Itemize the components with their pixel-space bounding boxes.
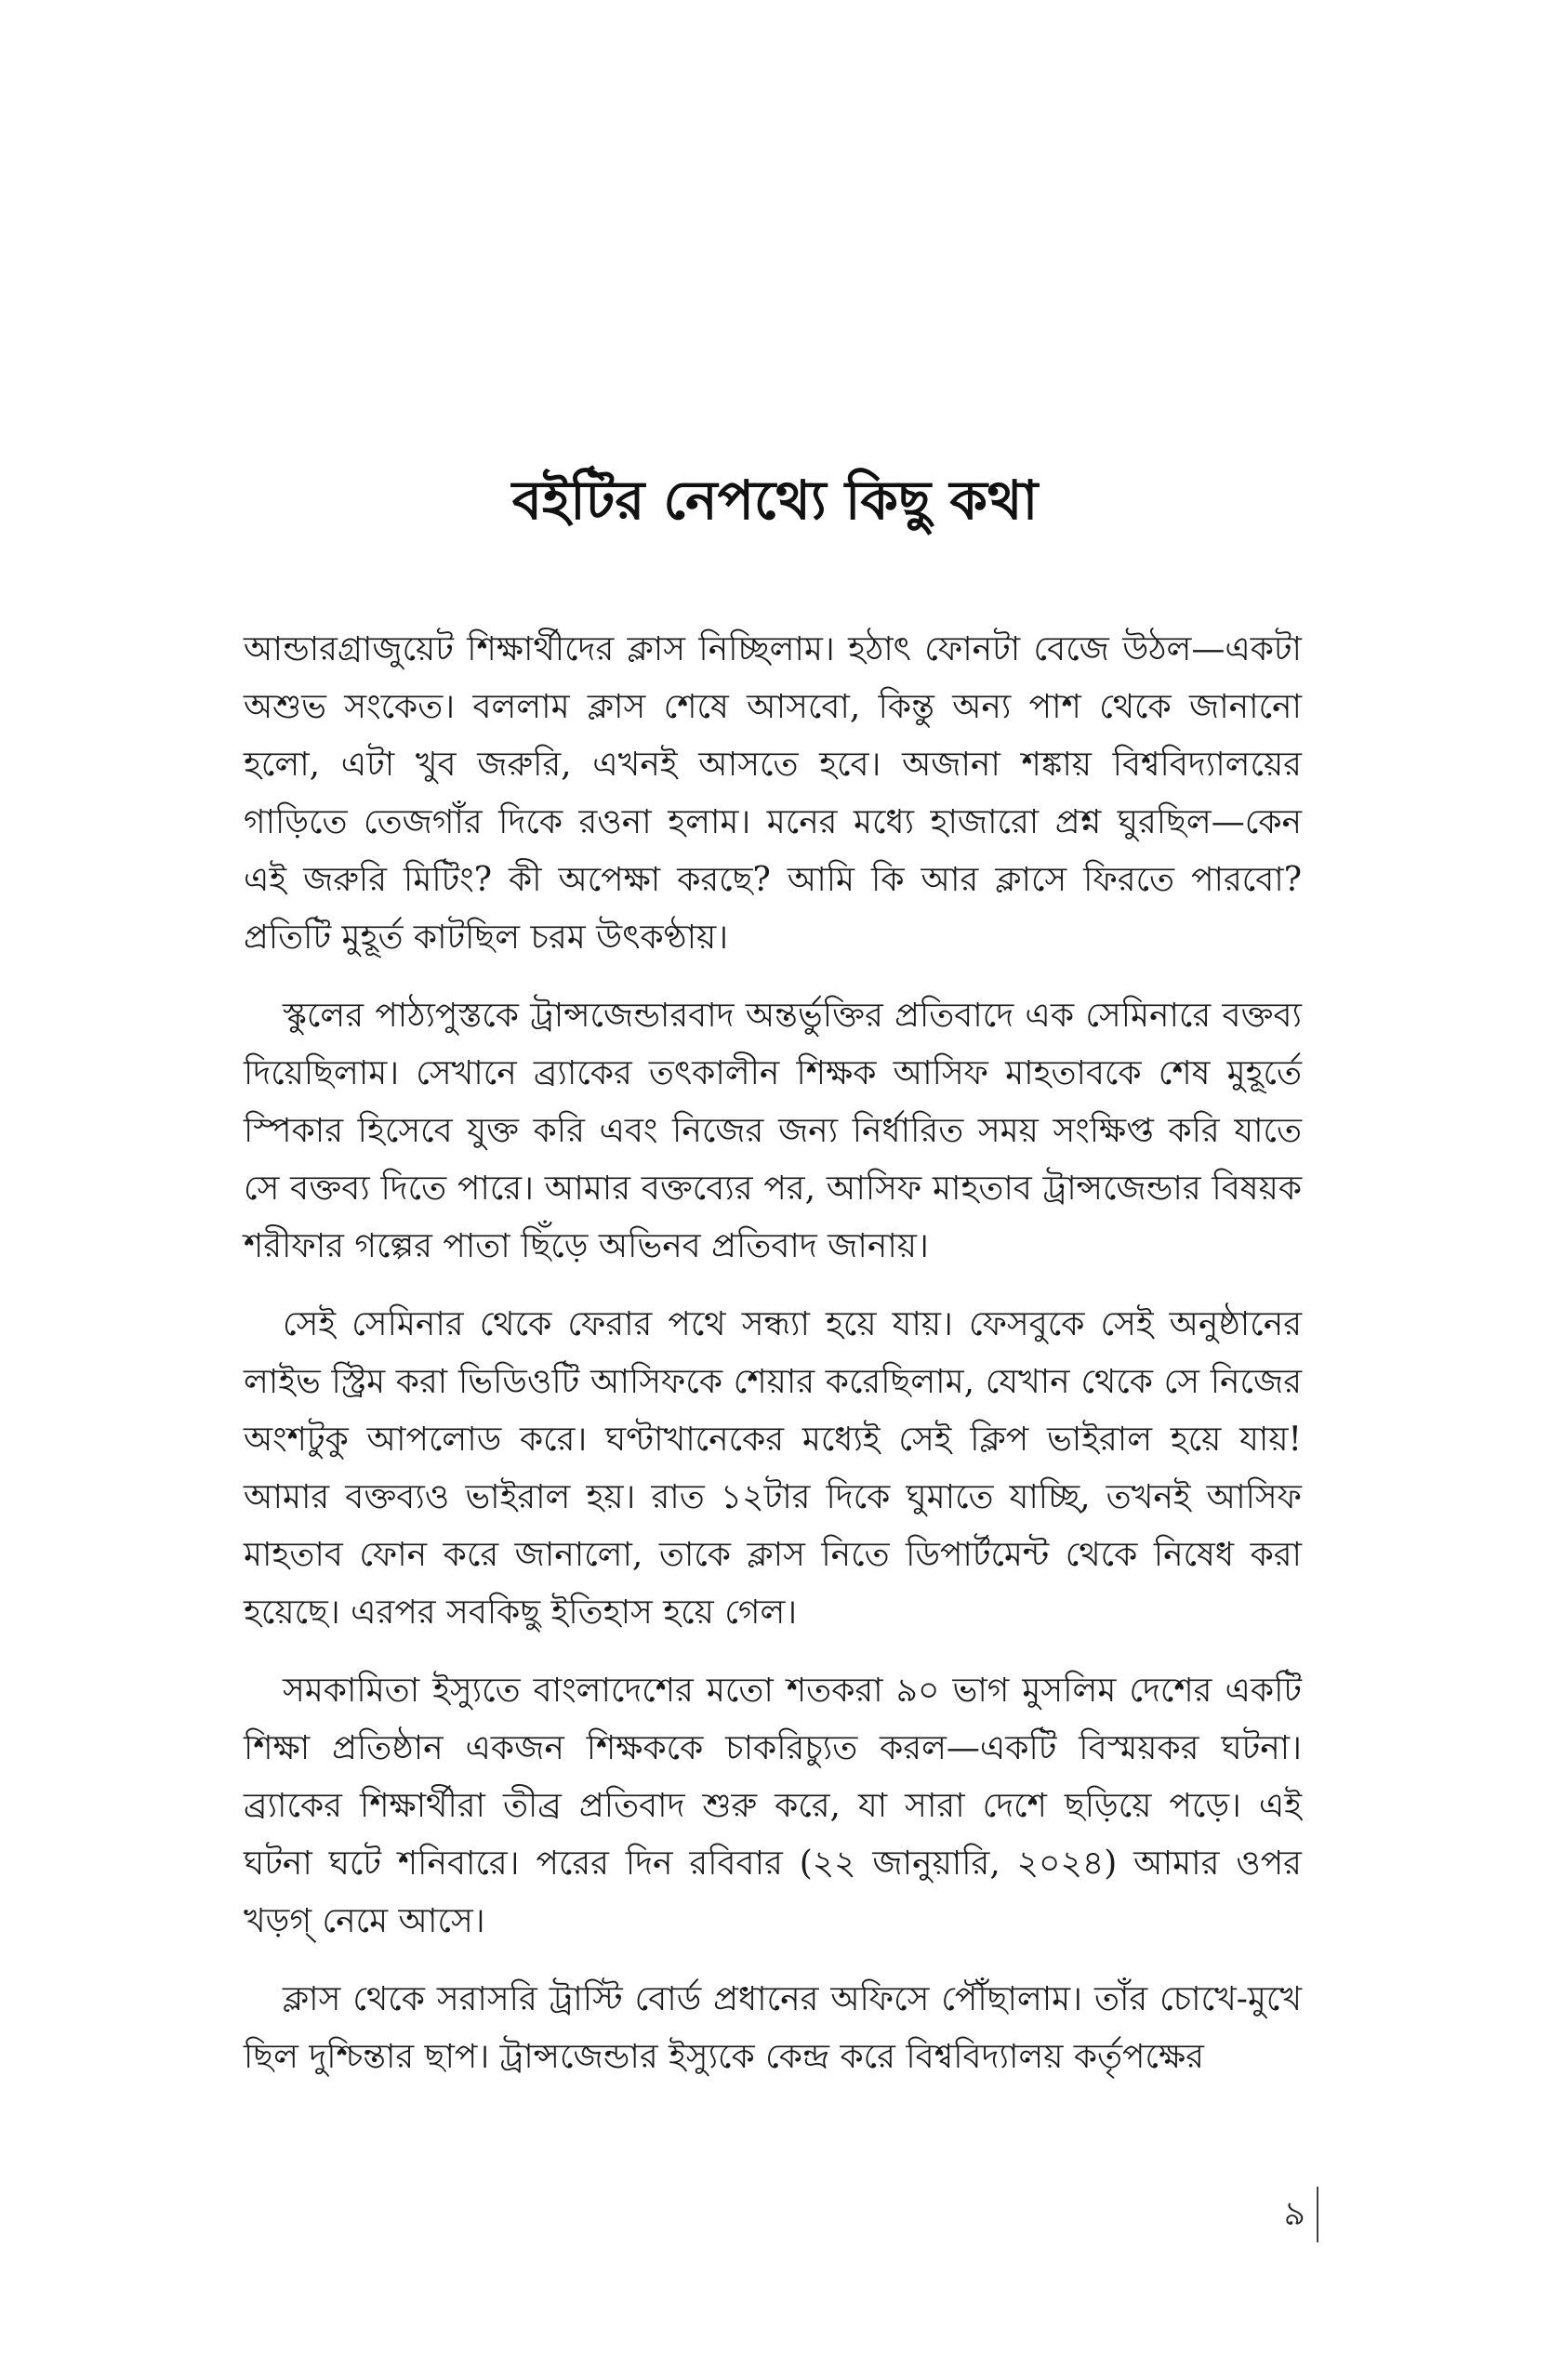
- paragraph-3: সেই সেমিনার থেকে ফেরার পথে সন্ধ্যা হয়ে যায়। ফেসবুকে সেই অনুষ্ঠানের লাইভ স্ট্রিম করা ভিডিওটি আসিফকে শেয়ার করেছিলাম, যেখান থেকে সে নিজের অংশটুকু আপলোড করে। ঘণ্টাখানেকের মধ্যেই সেই ক্লিপ ভাইরাল হয়ে যায়! আমার বক্তব্যও ভাইরাল হয়। রাত ১২টার দিকে ঘুমাতে যাচ্ছি, তখনই আসিফ মাহতাব ফোন করে জানালো, তাকে ক্লাস নিতে ডিপার্টমেন্ট থেকে নিষেধ করা হয়েছে। এরপর সবকিছু ইতিহাস হয়ে গেল।: [244, 1305, 1302, 1632]
- page-number: ৯: [1283, 2195, 1305, 2233]
- paragraph-5: ক্লাস থেকে সরাসরি ট্রাস্টি বোর্ড প্রধানের অফিসে পৌঁছালাম। তাঁর চোখে-মুখে ছিল দুশ্চিন্তার ছাপ। ট্রান্সজেন্ডার ইস্যুকে কেন্দ্র করে বিশ্ববিদ্যালয় কর্তৃপক্ষের: [244, 1980, 1302, 2076]
- paragraph-1: আন্ডারগ্রাজুয়েট শিক্ষার্থীদের ক্লাস নিচ্ছিলাম। হঠাৎ ফোনটা বেজে উঠল—একটা অশুভ সংকেত। বললাম ক্লাস শেষে আসবো, কিন্তু অন্য পাশ থেকে জানানো হলো, এটা খুব জরুরি, এখনই আসতে হবে। অজানা শঙ্কায় বিশ্ববিদ্যালয়ের গাড়িতে তেজগাঁর দিকে রওনা হলাম। মনের মধ্যে হাজারো প্রশ্ন ঘুরছিল—কেন এই জরুরি মিটিং? কী অপেক্ষা করছে? আমি কি আর ক্লাসে ফিরতে পারবো? প্রতিটি মুহূর্ত কাটছিল চরম উৎকণ্ঠায়।: [244, 630, 1302, 957]
- paragraph-4: সমকামিতা ইস্যুতে বাংলাদেশের মতো শতকরা ৯০ ভাগ মুসলিম দেশের একটি শিক্ষা প্রতিষ্ঠান একজন শিক্ষককে চাকরিচ্যুত করল—একটি বিস্ময়কর ঘটনা। ব্র্যাকের শিক্ষার্থীরা তীব্র প্রতিবাদ শুরু করে, যা সারা দেশে ছড়িয়ে পড়ে। এই ঘটনা ঘটে শনিবারে। পরের দিন রবিবার (২২ জানুয়ারি, ২০২৪) আমার ওপর খড়গ্ নেমে আসে।: [244, 1672, 1302, 1940]
- page-number-divider: [1317, 2187, 1318, 2242]
- chapter-title: বইটির নেপথ্যে কিছু কথা: [511, 469, 1039, 532]
- body-text: [244, 621, 1302, 2107]
- paragraph-2: স্কুলের পাঠ্যপুস্তকে ট্রান্সজেন্ডারবাদ অন্তর্ভুক্তির প্রতিবাদে এক সেমিনারে বক্তব্য দিয়েছিলাম। সেখানে ব্র্যাকের তৎকালীন শিক্ষক আসিফ মাহতাবকে শেষ মুহূর্তে স্পিকার হিসেবে যুক্ত করি এবং নিজের জন্য নির্ধারিত সময় সংক্ষিপ্ত করি যাতে সে বক্তব্য দিতে পারে। আমার বক্তব্যের পর, আসিফ মাহতাব ট্রান্সজেন্ডার বিষয়ক শরীফার গল্পের পাতা ছিঁড়ে অভিনব প্রতিবাদ জানায়।: [244, 997, 1302, 1265]
